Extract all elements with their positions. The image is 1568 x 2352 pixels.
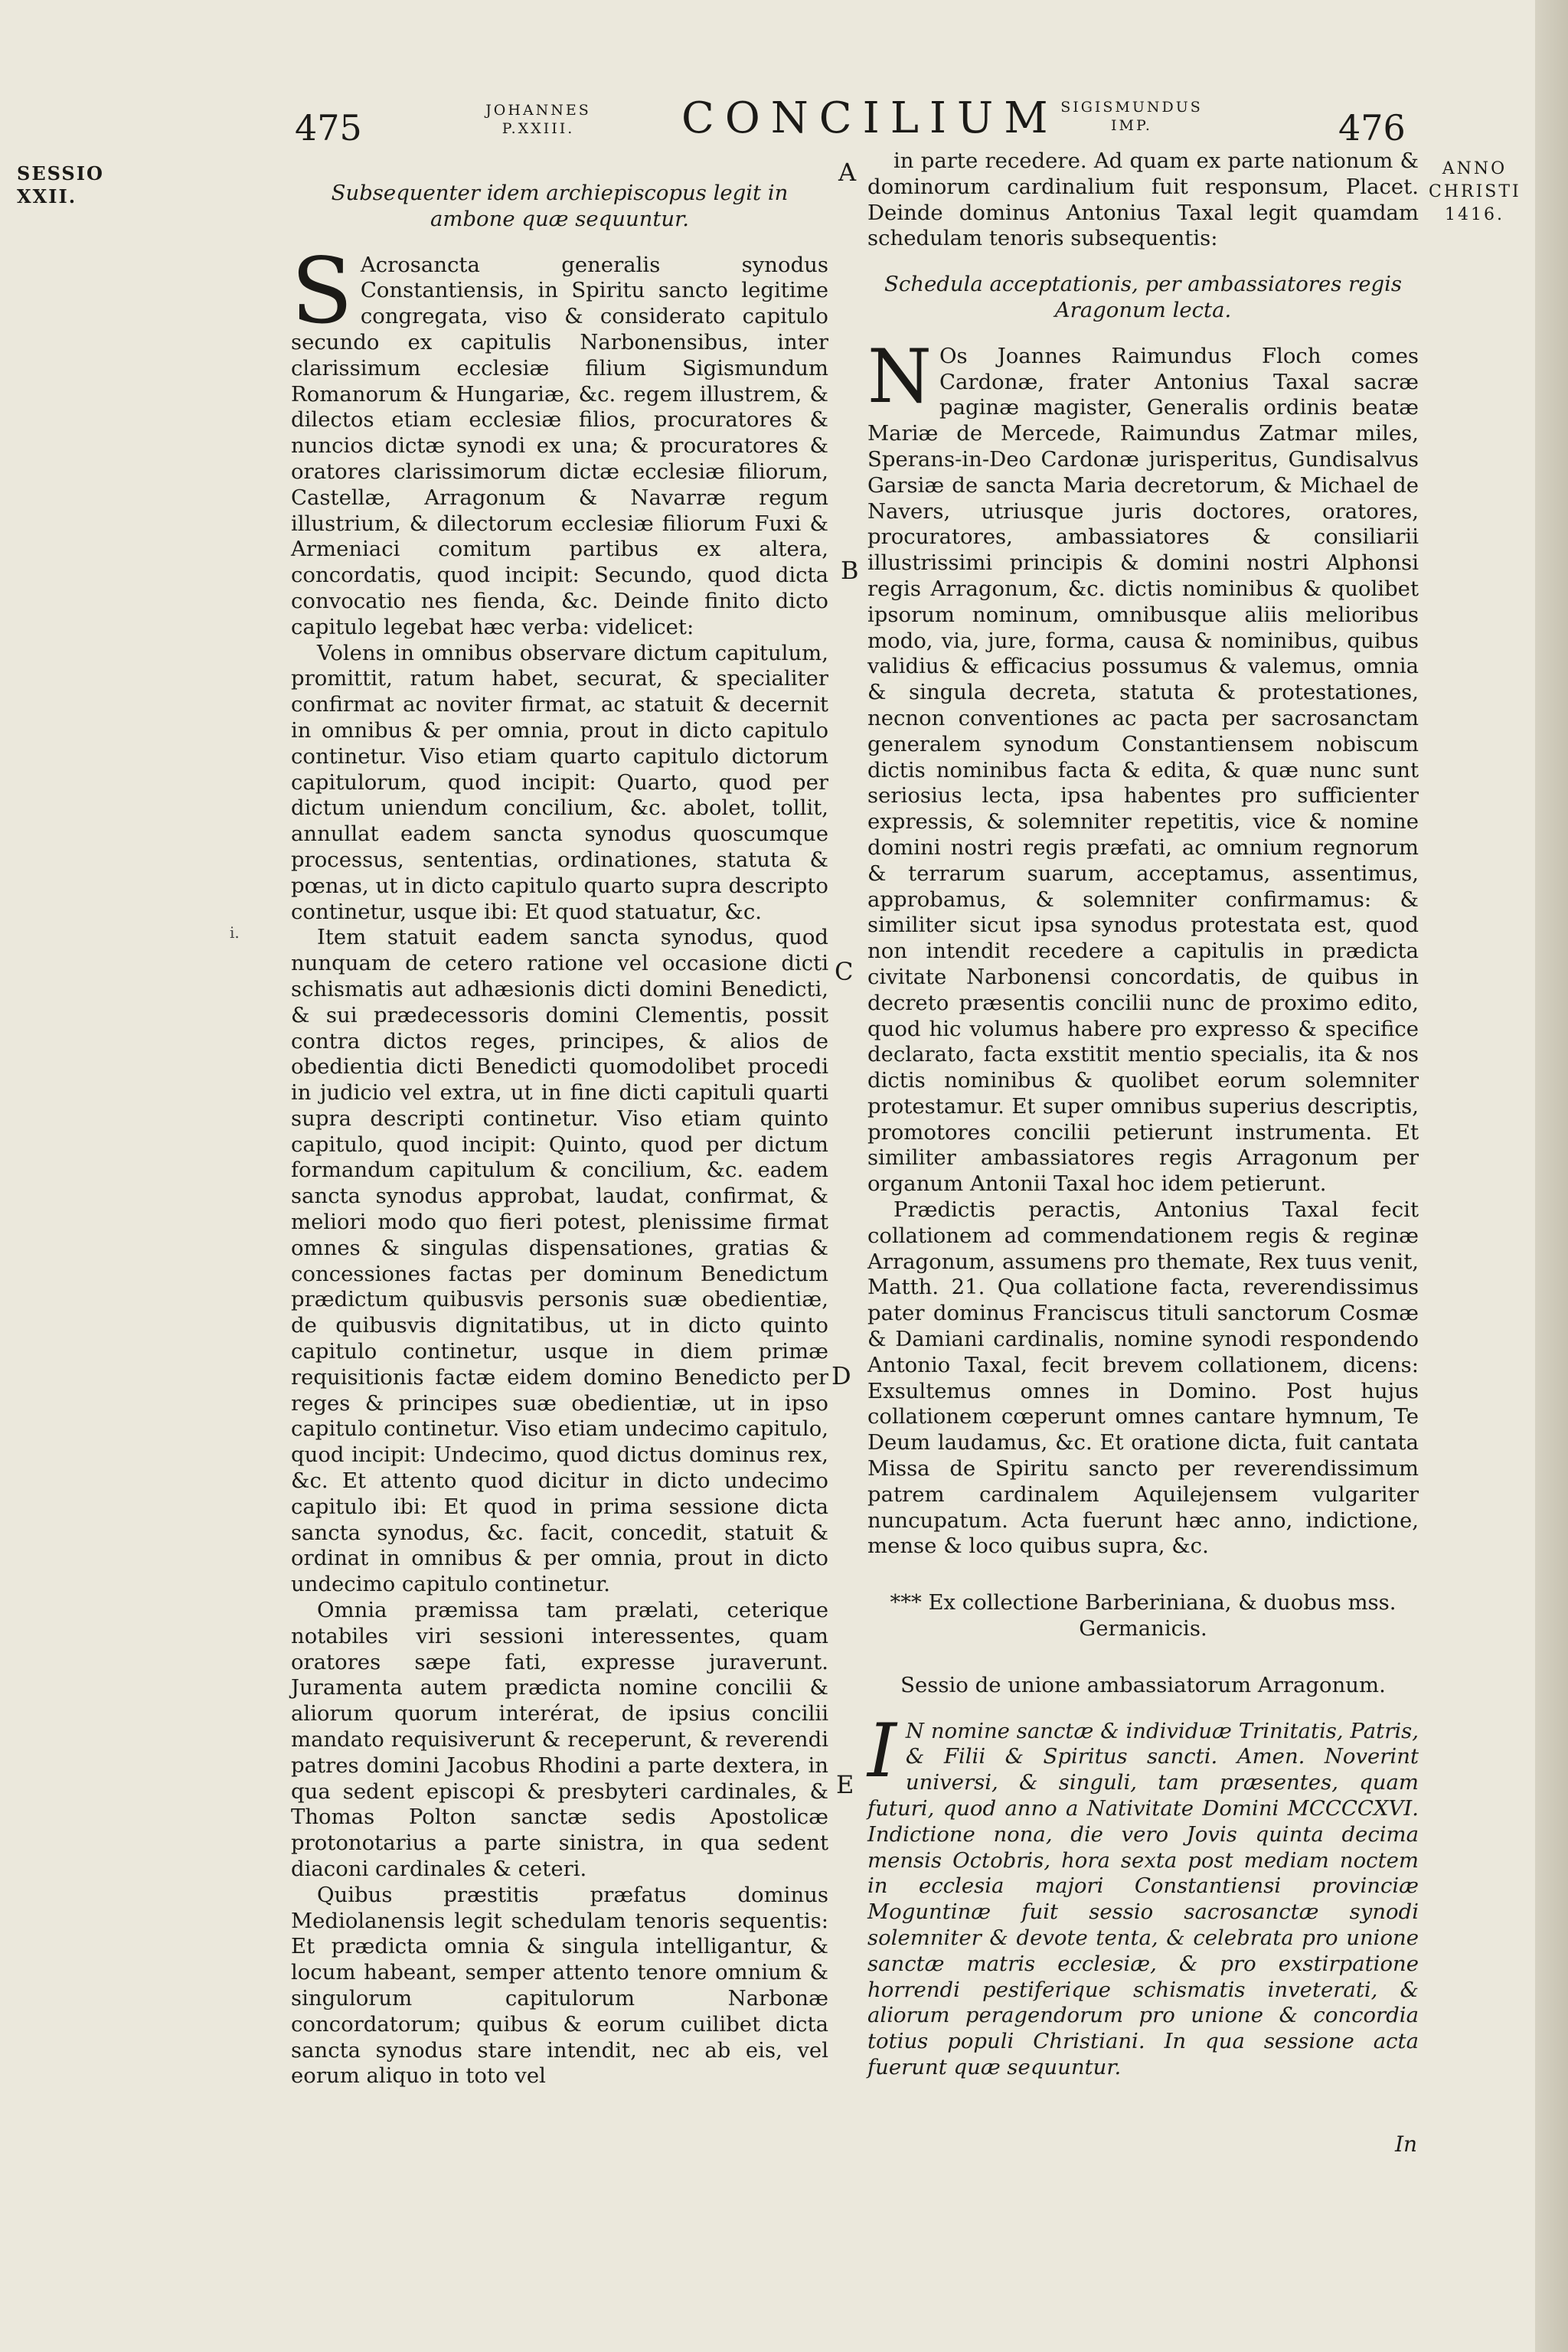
- right-heading-schedula: Schedula acceptationis, per ambassiatores regis Aragonum lecta.: [884, 272, 1402, 322]
- header-emperor: SIGISMUNDUS IMP.: [1060, 99, 1203, 134]
- header-pope: JOHANNES P.XXIII.: [485, 102, 591, 137]
- left-paragraph-5: Quibus præstitis præfatus dominus Mediolanensis legit schedulam tenoris sequentis: Et prædicta omnia & singula intelligantur, & locum habeant, semper attento tenore omnium & singulorum capitulorum Narbonæ concordatorum; quibus & eorum cuilibet dicta sancta synodus stare intendit, nec ab eis, vel eorum aliquo in toto vel: [291, 1882, 828, 2089]
- right-heading-source: *** Ex collectione Barberiniana, & duobus mss. Germanicis.: [890, 1590, 1396, 1642]
- dropcap-s: S: [291, 237, 353, 344]
- page-number-right: 476: [1338, 107, 1406, 149]
- left-paragraph-4: Omnia præmissa tam prælati, ceterique notabiles viri sessioni interessentes, quam oratores sæpe fati, expresse juraverunt. Juramenta autem prædicta nomine concilii & aliorum quorum interérat, de ipsius concilii mandato requisiverunt & receperunt, & reverendi patres domini Jacobus Rhodini a parte dextera, in qua sedent episcopi & presbyteri cardinales, & Thomas Polton sanctæ sedis Apostolicæ protonotarius a parte sinistra, in qua sedent diaconi cardinales & ceteri.: [291, 1598, 828, 1881]
- left-paragraph-1: S Acrosancta generalis synodus Constantiensis, in Spiritu sancto legitime congregata, viso & considerato capitulo secundo ex capitulis Narbonensibus, inter clarissimum ecclesiæ filium Sigismundum Romanorum & Hungariæ, &c. regem illustrem, & dilectos etiam ecclesiæ filios, procuratores & nuncios dictæ synodi ex una; & procuratores & oratores clarissimorum dictæ ecclesiæ filiorum, Castellæ, Arragonum & Navarræ regum illustrium, & dilectorum ecclesiæ filiorum Fuxi & Armeniaci comitum partibus ex altera, concordatis, quod incipit: Secundo, quod dicta convocatio nes fienda, &c. Deinde finito dicto capitulo legebat hæc verba: videlicet:: [291, 237, 828, 639]
- left-intro: Subsequenter idem archiepiscopus legit in ambone quæ sequuntur.: [331, 181, 789, 231]
- right-heading-session: Sessio de unione ambassiatorum Arragonum.: [900, 1672, 1386, 1697]
- left-column: [291, 181, 828, 2089]
- dropcap-n: N: [867, 333, 932, 420]
- margin-letter-b: B: [841, 556, 859, 585]
- right-paragraph-2: N Os Joannes Raimundus Floch comes Cardonæ, frater Antonius Taxal sacræ paginæ magister, Generalis ordinis beatæ Mariæ de Mercede, Raimundus Zatmar miles, Sperans-in-Deo Cardonæ jurisperitus, Gundisalvus Garsiæ de sancta Maria decretorum, & Michael de Navers, utriusque juris doctores, oratores, procuratores, ambassiatores & consiliarii illustrissimi principis & domini nostri Alphonsi regis Arragonum, &c. dictis nominibus & quolibet ipsorum nominum, omnibusque aliis melioribus modo, via, jure, forma, causa & nominibus, quibus validius & efficacius possumus & valemus, omnia & singula decreta, statuta & protestationes, necnon conventiones ac pacta per sacrosanctam generalem synodum Constantiensem nobiscum dictis nominibus facta & edita, & quæ nunc sunt seriosius lecta, ipsa habentes pro sufficienter expressis, & solemniter repetitis, vice & nomine domini nostri regis præfati, ac omnium regnorum & terrarum suarum, acceptamus, assentimus, approbamus, & solemniter confirmamus: & similiter sicut ipsa synodus protestata est, quod non intendit recedere a capitulis in prædicta civitate Narbonensi concordatis, de quibus in decreto præsentis concilii nunc de proximo edito, quod hic volumus habere pro expresso & specifice declarato, facta exstitit mentio specialis, ita & nos dictis nominibus & quolibet eorum solemniter protestamur. Et super omnibus superius descriptis, promotores concilii petierunt instrumenta. Et similiter ambassiatores regis Arragonum per organum Antonii Taxal hoc idem petierunt.: [867, 333, 1419, 1197]
- left-paragraph-3: Item statuit eadem sancta synodus, quod nunquam de cetero ratione vel occasione dicti schismatis aut adhæsionis dicti domini Benedicti, & sui prædecessoris domini Clementis, possit contra dictos reges, principes, & alios de obedientia dicti Benedicti quomodolibet procedi in judicio vel extra, ut in fine dicti capituli quarti supra descripti continetur. Viso etiam quinto capitulo, quod incipit: Quinto, quod per dictum formandum capitulum & concilium, &c. eadem sancta synodus approbat, laudat, confirmat, & meliori modo quo fieri potest, plenissime firmat omnes & singulas dispensationes, gratias & concessiones factas per dominum Benedictum prædictum quibusvis personis suæ obedientiæ, de quibusvis dignitatibus, ut in dicto quinto capitulo continetur, usque in diem primæ requisitionis factæ eidem domino Benedicto per reges & principes suæ obedientiæ, ut in ipso capitulo continetur. Viso etiam undecimo capitulo, quod incipit: Undecimo, quod dictus dominus rex, &c. Et attento quod dicitur in dicto undecimo capitulo ibi: Et quod in prima sessione dicta sancta synodus, &c. facit, concedit, statuit & ordinat in omnibus & per omnia, prout in dicto undecimo capitulo continetur.: [291, 925, 828, 1597]
- margin-letter-c: C: [835, 957, 854, 986]
- dropcap-i: I: [867, 1707, 897, 1794]
- right-paragraph-3: Prædictis peractis, Antonius Taxal fecit collationem ad commendationem regis & reginæ Arragonum, assumens pro themate, Rex tuus venit, Matth. 21. Qua collatione facta, reverendissimus pater dominus Franciscus tituli sanctorum Cosmæ & Damiani cardinalis, nomine synodi respondendo Antonio Taxal, fecit brevem collationem, dicens: Exsultemus omnes in Domino. Post hujus collationem cœperunt omnes cantare hymnum, Te Deum laudamus, &c. Et oratione dicta, fuit cantata Missa de Spiritu sancto per reverendissimum patrem cardinalem Aquilejensem vulgariter nuncupatum. Acta fuerunt hæc anno, indictione, mense & loco quibus supra, &c.: [867, 1197, 1419, 1559]
- margin-letter-d: D: [831, 1361, 851, 1390]
- margin-letter-a: A: [838, 158, 857, 187]
- margin-session-label: SESSIO XXII.: [17, 162, 104, 207]
- right-paragraph-1: in parte recedere. Ad quam ex parte nationum & dominorum cardinalium fuit responsum, Placet. Deinde dominus Antonius Taxal legit quamdam schedulam tenoris subsequentis:: [867, 149, 1419, 251]
- right-paragraph-4: I N nomine sanctæ & individuæ Trinitatis, Patris, & Filii & Spiritus sancti. Amen. Noverint universi, & singuli, tam præsentes, quam futuri, quod anno a Nativitate Domini MCCCCXVI. Indictione nona, die vero Jovis quinta decima mensis Octobris, hora sexta post mediam noctem in ecclesia majori Constantiensi provinciæ Moguntinæ fuit sessio sacrosanctæ synodi solemniter & devote tenta, & celebrata pro unione sanctæ matris ecclesiæ, & pro exstirpatione horrendi pestiferique schismatis inveterati, & aliorum peragendorum pro unione & concordia totius populi Christiani. In qua sessione acta fuerunt quæ sequuntur.: [867, 1707, 1419, 2079]
- page-number-left: 475: [295, 107, 362, 149]
- margin-year-label: ANNO CHRISTI 1416.: [1429, 159, 1521, 224]
- running-title: CONCILIUM: [681, 93, 1059, 143]
- margin-letter-e: E: [836, 1770, 854, 1799]
- catchword: In: [1395, 2132, 1418, 2157]
- right-column: [867, 149, 1419, 2081]
- left-paragraph-2: Volens in omnibus observare dictum capitulum, promittit, ratum habet, securat, & specialiter confirmat ac noviter firmat, ac statuit & decernit in omnibus & per omnia, prout in dicto capitulo continetur. Viso etiam quarto capitulo dictorum capitulorum, quod incipit: Quarto, quod per dictum uniendum concilium, &c. abolet, tollit, annullat eadem sancta synodus quoscumque processus, sententias, ordinationes, statuta & pœnas, ut in dicto capitulo quarto supra descripto continetur, usque ibi: Et quod statuatur, &c.: [291, 640, 828, 924]
- adjacent-page-edge: [1535, 0, 1568, 2352]
- margin-stray-mark: i.: [230, 923, 240, 942]
